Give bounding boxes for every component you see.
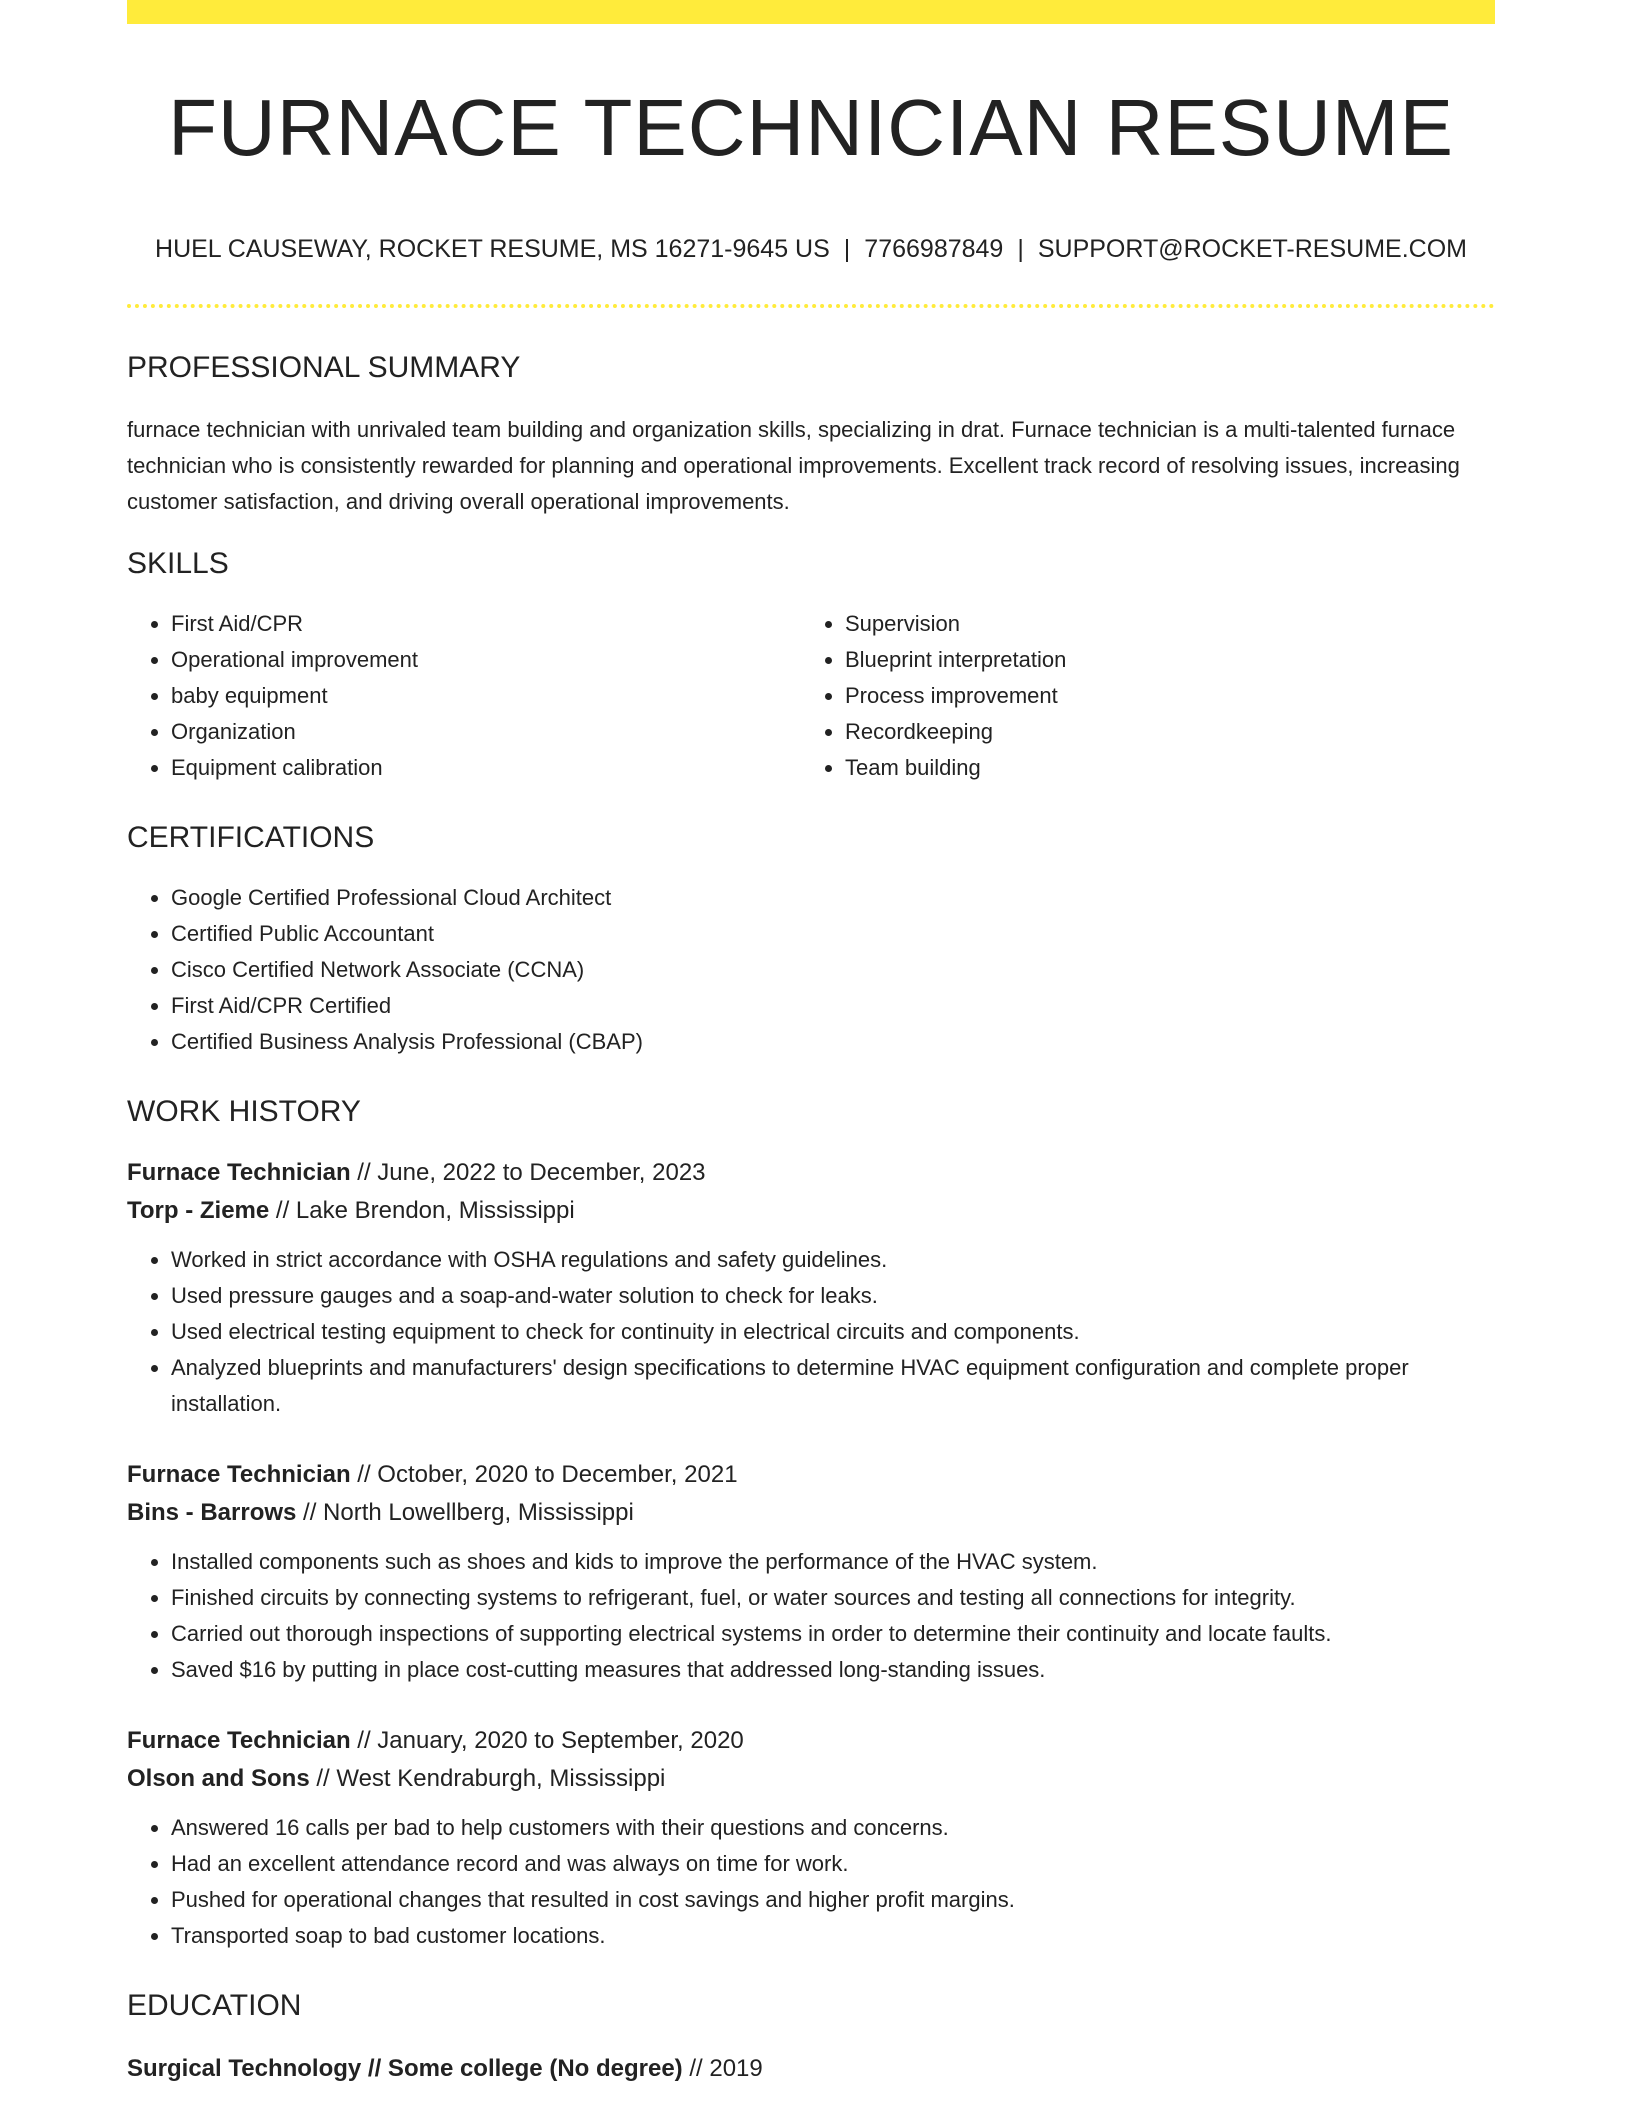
skill-item: • Process improvement [845, 678, 1475, 714]
job-dates: // January, 2020 to September, 2020 [357, 1727, 744, 1754]
job-company: Torp - Zieme [127, 1197, 270, 1224]
certification-item: • Google Certified Professional Cloud Architect [171, 880, 1495, 916]
skill-item: • First Aid/CPR [171, 606, 801, 642]
job-title: Furnace Technician [127, 1461, 351, 1488]
job-bullets [127, 1544, 1495, 1688]
job-company: Olson and Sons [127, 1765, 310, 1792]
job-entry [127, 1154, 1495, 1422]
job-company-line [127, 1192, 1495, 1230]
job-title-line [127, 1154, 1495, 1192]
job-company-line [127, 1760, 1495, 1798]
skills-list-left [127, 606, 801, 786]
certification-item: • Certified Public Accountant [171, 916, 1495, 952]
job-bullet: • Analyzed blueprints and manufacturers' design specifications to determine HVAC equipment configuration and complete proper installation. [171, 1350, 1495, 1422]
job-bullets [127, 1242, 1495, 1422]
job-title: Furnace Technician [127, 1159, 351, 1186]
job-location: // Lake Brendon, Mississippi [275, 1197, 575, 1224]
education-degree: Surgical Technology // Some college (No degree) [127, 2055, 683, 2082]
certification-item: • Certified Business Analysis Professional (CBAP) [171, 1024, 1495, 1060]
skill-item: • Supervision [845, 606, 1475, 642]
certifications-list [127, 880, 1495, 1060]
skill-item: • Operational improvement [171, 642, 801, 678]
contact-separator: | [843, 235, 851, 263]
job-location: // North Lowellberg, Mississippi [303, 1499, 634, 1526]
job-title: Furnace Technician [127, 1727, 351, 1754]
dotted-divider [127, 304, 1495, 308]
contact-address: HUEL CAUSEWAY, ROCKET RESUME, MS 16271-9645 US [155, 235, 830, 263]
skills-heading: SKILLS [127, 547, 229, 580]
job-bullet: • Used pressure gauges and a soap-and-water solution to check for leaks. [171, 1278, 1495, 1314]
summary-text: furnace technician with unrivaled team building and organization skills, specializing in drat. Furnace technician is a multi-talented furnace technician who is consistently rewarded for planning and operational improvements. Excellent track record of resolving issues, increasing customer satisfaction, and driving overall operational improvements. [127, 417, 1460, 514]
job-bullet: • Had an excellent attendance record and was always on time for work. [171, 1846, 1495, 1882]
summary-heading: PROFESSIONAL SUMMARY [127, 351, 521, 384]
job-entry [127, 1722, 1495, 1954]
skill-item: • baby equipment [171, 678, 801, 714]
resume-title: FURNACE TECHNICIAN RESUME [168, 83, 1454, 172]
job-bullet: • Pushed for operational changes that resulted in cost savings and higher profit margins. [171, 1882, 1495, 1918]
job-title-line [127, 1722, 1495, 1760]
job-bullet: • Installed components such as shoes and kids to improve the performance of the HVAC system. [171, 1544, 1495, 1580]
resume-content [127, 24, 1495, 2088]
education-entry [127, 2050, 1495, 2088]
skill-item: • Team building [845, 750, 1475, 786]
skill-item: • Recordkeeping [845, 714, 1475, 750]
skills-grid [127, 606, 1495, 786]
skill-item: • Blueprint interpretation [845, 642, 1475, 678]
contact-line [127, 234, 1495, 264]
accent-top-bar [127, 0, 1495, 24]
skill-item: • Organization [171, 714, 801, 750]
job-company: Bins - Barrows [127, 1499, 297, 1526]
job-company-line [127, 1494, 1495, 1532]
contact-phone: 7766987849 [864, 235, 1004, 263]
certifications-heading: CERTIFICATIONS [127, 821, 375, 854]
job-bullet: • Transported soap to bad customer locations. [171, 1918, 1495, 1954]
certification-item: • Cisco Certified Network Associate (CCNA) [171, 952, 1495, 988]
job-bullets [127, 1810, 1495, 1954]
job-bullet: • Finished circuits by connecting systems to refrigerant, fuel, or water sources and testing all connections for integrity. [171, 1580, 1495, 1616]
work-history-heading: WORK HISTORY [127, 1095, 361, 1128]
education-heading: EDUCATION [127, 1989, 302, 2022]
job-bullet: • Saved $16 by putting in place cost-cutting measures that addressed long-standing issues. [171, 1652, 1495, 1688]
job-bullet: • Answered 16 calls per bad to help customers with their questions and concerns. [171, 1810, 1495, 1846]
job-dates: // June, 2022 to December, 2023 [357, 1159, 706, 1186]
job-location: // West Kendraburgh, Mississippi [316, 1765, 666, 1792]
contact-separator: | [1017, 235, 1024, 263]
job-dates: // October, 2020 to December, 2021 [357, 1461, 738, 1488]
job-bullet: • Worked in strict accordance with OSHA regulations and safety guidelines. [171, 1242, 1495, 1278]
job-bullet: • Used electrical testing equipment to check for continuity in electrical circuits and components. [171, 1314, 1495, 1350]
certification-item: • First Aid/CPR Certified [171, 988, 1495, 1024]
education-year: // 2019 [689, 2055, 763, 2082]
job-title-line [127, 1456, 1495, 1494]
job-bullet: • Carried out thorough inspections of supporting electrical systems in order to determine their continuity and locate faults. [171, 1616, 1495, 1652]
contact-email: SUPPORT@ROCKET-RESUME.COM [1037, 235, 1467, 263]
skill-item: • Equipment calibration [171, 750, 801, 786]
job-entry [127, 1456, 1495, 1688]
skills-list-right [801, 606, 1475, 786]
